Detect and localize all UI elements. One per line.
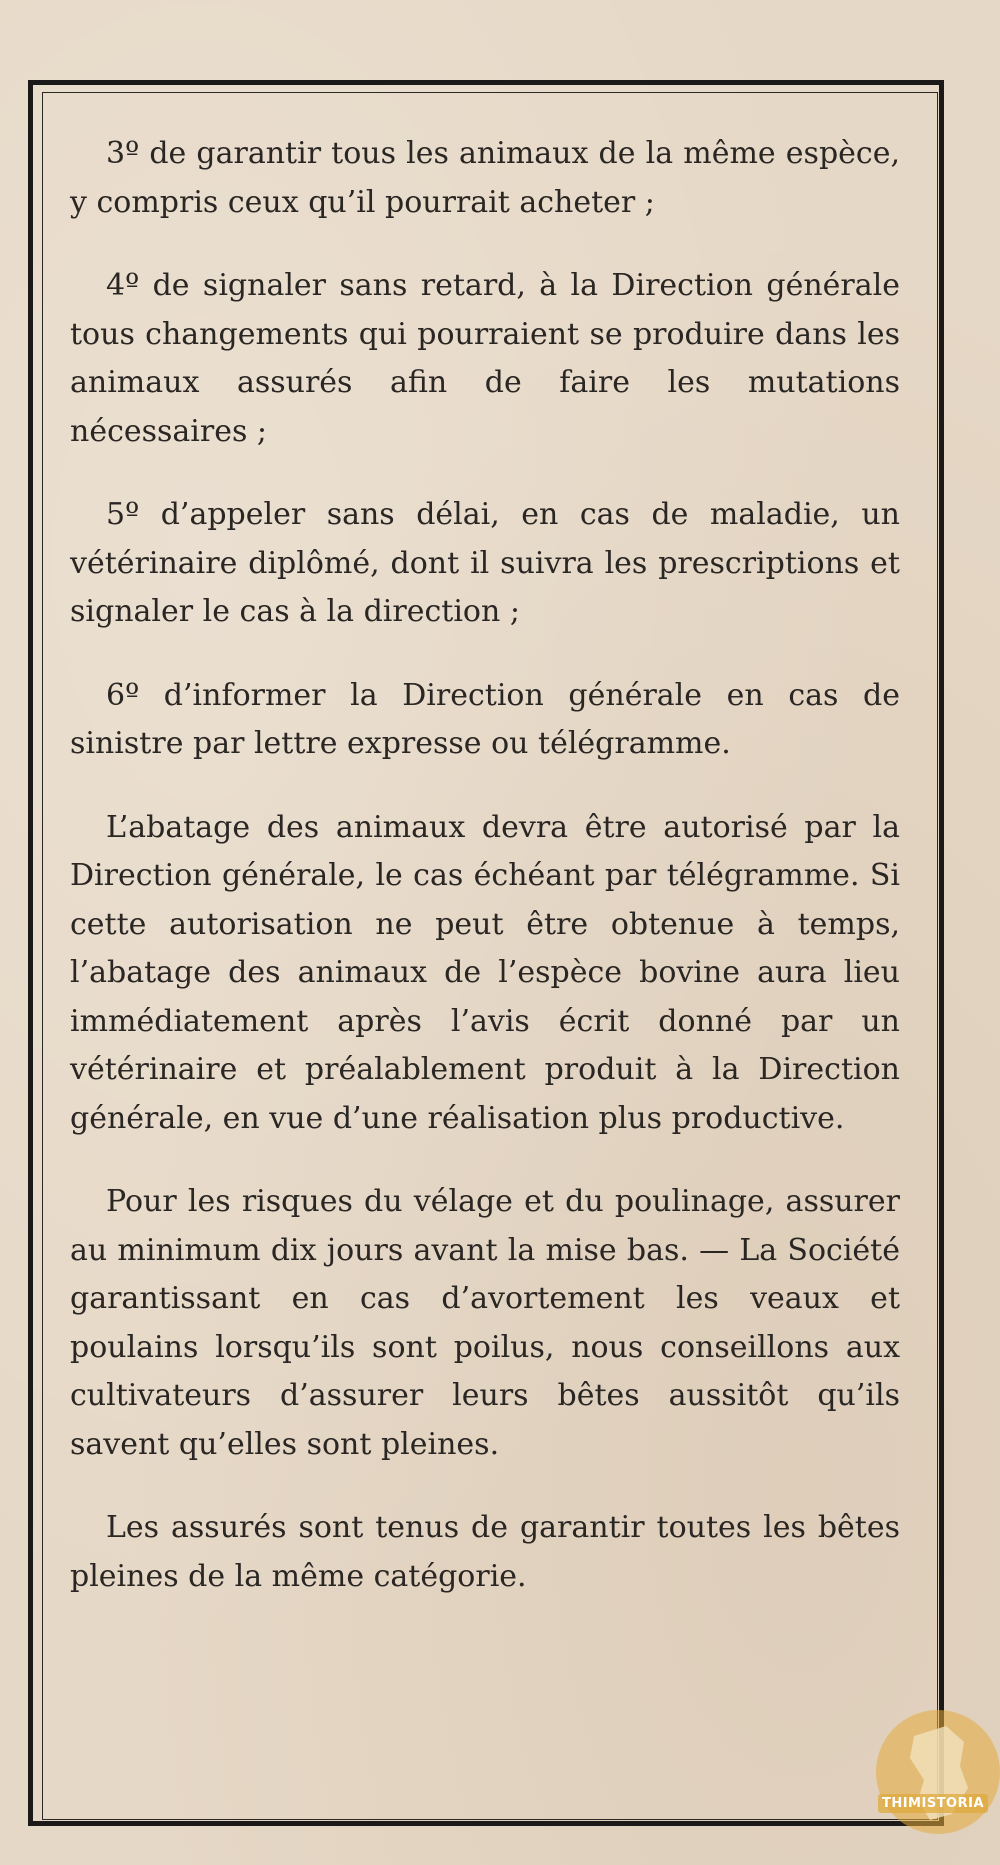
paragraph-abatage: L’abatage des animaux devra être autorisé par la Direction générale, le cas échéant par télégramme. Si cette autorisation ne peut être obtenue à temps, l’abatage des animaux de l’espèce bovine aura lieu immédiatement après l’avis écrit donné par un vétérinaire et préalablement produit à la Direction générale, en vue d’une réalisation plus productive.: [70, 809, 900, 1136]
watermark-logo-icon: [868, 1696, 1000, 1865]
paragraph-article-3: 3º de garantir tous les animaux de la même espèce, y compris ceux qu’il pourrait acheter ;: [70, 136, 900, 220]
document-body: [70, 130, 900, 1636]
paragraph-article-6: 6º d’informer la Direction générale en cas de sinistre par lettre expresse ou télégramme.: [70, 677, 900, 761]
paragraph-article-4: 4º de signaler sans retard, à la Direction générale tous changements qui pourraient se produire dans les animaux assurés afin de faire les mutations nécessaires ;: [70, 268, 900, 449]
watermark-label: THIMISTORIA: [878, 1794, 988, 1813]
paragraph-betes-pleines: Les assurés sont tenus de garantir toutes les bêtes pleines de la même catégorie.: [70, 1510, 900, 1594]
paragraph-article-5: 5º d’appeler sans délai, en cas de maladie, un vétérinaire diplômé, dont il suivra les prescriptions et signaler le cas à la direction ;: [70, 497, 900, 629]
paragraph-velage: Pour les risques du vélage et du poulinage, assurer au minimum dix jours avant la mise bas. — La Société garantissant en cas d’avortement les veaux et poulains lorsqu’ils sont poilus, nous conseillons aux cultivateurs d’assurer leurs bêtes aussitôt qu’ils savent qu’elles sont pleines.: [70, 1184, 900, 1462]
